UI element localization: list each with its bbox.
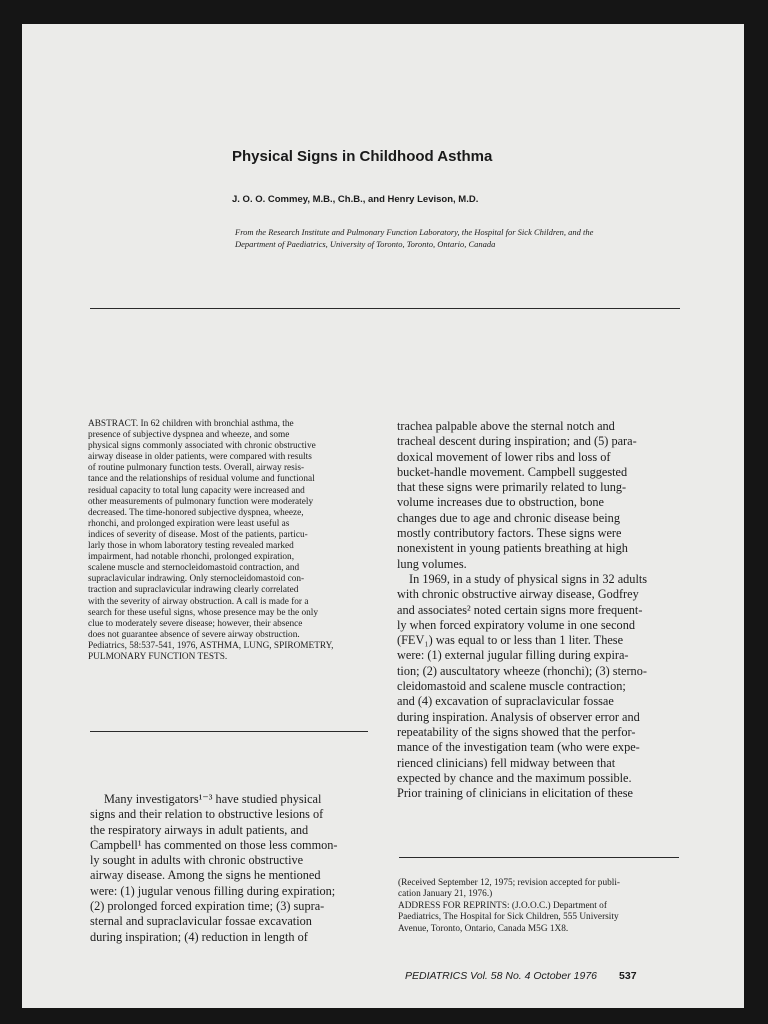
text-line: PULMONARY FUNCTION TESTS.: [88, 651, 228, 662]
header-rule: [90, 308, 680, 309]
text-line: supraclavicular indrawing. Only sternocleidomastoid con-: [88, 574, 305, 585]
article-authors: J. O. O. Commey, M.B., Ch.B., and Henry Levison, M.D.: [232, 194, 479, 205]
text-line: that these signs were primarily related to lung-: [397, 480, 627, 495]
text-line: nonexistent in young patients breathing at high: [397, 541, 628, 556]
text-line: cleidomastoid and scalene muscle contraction;: [397, 679, 626, 694]
right-column-text: [397, 419, 681, 801]
text-line: decreased. The time-honored subjective dyspnea, wheeze,: [88, 507, 304, 518]
text-line: ly sought in adults with chronic obstructive: [90, 853, 304, 868]
journal-citation: PEDIATRICS Vol. 58 No. 4 October 1976: [405, 970, 598, 982]
text-line: with the severity of airway obstruction. A call is made for a: [88, 596, 309, 607]
text-line: rienced clinicians) fell midway between that: [397, 755, 616, 770]
text-line: (Received September 12, 1975; revision accepted for publi-: [398, 878, 621, 888]
text-line: of routine pulmonary function tests. Overall, airway resis-: [88, 463, 305, 474]
text-line: and associates² noted certain signs more frequent-: [397, 602, 643, 617]
intro-text: [90, 792, 372, 945]
text-line: ABSTRACT. In 62 children with bronchial asthma, the: [88, 419, 294, 429]
text-line: (FEV₁) was equal to or less than 1 liter. These: [397, 633, 624, 648]
text-line: mance of the investigation team (who were expe-: [397, 740, 640, 755]
text-line: during inspiration. Analysis of observer error and: [397, 709, 640, 724]
text-line: ly when forced expiratory volume in one second: [397, 617, 636, 632]
text-line: repeatability of the signs showed that the perfor-: [397, 724, 636, 739]
text-line: lung volumes.: [397, 556, 467, 571]
text-line: physical signs commonly associated with chronic obstructive: [88, 441, 316, 452]
text-line: Paediatrics, The Hospital for Sick Children, 555 University: [398, 912, 619, 923]
text-line: presence of subjective dyspnea and wheeze, and some: [88, 430, 290, 441]
abstract-rule: [90, 731, 368, 732]
page-footer: [405, 970, 637, 982]
abstract: [88, 419, 370, 663]
text-line: airway disease in older patients, were compared with results: [88, 452, 312, 463]
text-line: mostly contributory factors. These signs were: [397, 526, 622, 541]
text-line: indices of severity of disease. Most of the patients, particu-: [88, 529, 308, 540]
text-line: tion; (2) auscultatory wheeze (rhonchi); (3) sterno-: [397, 663, 647, 678]
text-line: other measurements of pulmonary function were moderately: [88, 496, 314, 507]
text-line: traction and supraclavicular indrawing clearly correlated: [88, 585, 299, 596]
text-line: Avenue, Toronto, Ontario, Canada M5G 1X8.: [398, 923, 569, 934]
text-line: were: (1) jugular venous filling during expiration;: [90, 883, 336, 898]
text-line: In 1969, in a study of physical signs in 32 adults: [409, 571, 648, 586]
text-line: cation January 21, 1976.): [398, 889, 493, 900]
text-line: Prior training of clinicians in elicitation of these: [397, 786, 633, 801]
text-line: tance and the relationships of residual volume and functional: [88, 474, 315, 485]
text-line: with chronic obstructive airway disease, Godfrey: [397, 587, 639, 602]
text-line: and (4) excavation of supraclavicular fossae: [397, 694, 614, 709]
text-line: airway disease. Among the signs he mentioned: [90, 868, 321, 883]
text-line: doxical movement of lower ribs and loss of: [397, 449, 611, 464]
text-line: during inspiration; (4) reduction in length of: [90, 929, 308, 944]
text-line: volume increases due to obstruction, bone: [397, 495, 604, 510]
text-line: (2) prolonged forced expiration time; (3) supra-: [90, 899, 325, 914]
text-line: were: (1) external jugular filling during expira-: [397, 648, 629, 663]
received-footnote: [398, 878, 682, 935]
affiliation: [235, 226, 685, 250]
text-line: impairment, had notable rhonchi, prolonged expiration,: [88, 552, 295, 563]
affiliation-line: Department of Paediatrics, University of Toronto, Toronto, Ontario, Canada: [235, 239, 496, 249]
text-line: larly those in whom laboratory testing revealed marked: [88, 541, 294, 552]
text-line: ADDRESS FOR REPRINTS: (J.O.O.C.) Department of: [398, 900, 607, 911]
text-line: Campbell¹ has commented on those less common-: [90, 837, 338, 852]
text-line: Pediatrics, 58:537-541, 1976, ASTHMA, LUNG, SPIROMETRY,: [88, 640, 334, 651]
text-line: signs and their relation to obstructive lesions of: [90, 807, 324, 822]
text-line: does not guarantee absence of severe airway obstruction.: [88, 629, 300, 640]
footnote-rule: [399, 857, 679, 858]
text-line: residual capacity to total lung capacity were increased and: [88, 485, 305, 496]
affiliation-line: From the Research Institute and Pulmonary Function Laboratory, the Hospital for Sick Children, and the: [235, 227, 594, 237]
text-line: clue to moderately severe disease; however, their absence: [88, 618, 303, 629]
text-line: tracheal descent during inspiration; and (5) para-: [397, 434, 637, 449]
journal-page: [22, 24, 744, 1008]
text-line: search for these useful signs, whose presence may be the only: [88, 607, 319, 618]
page-number: 537: [619, 970, 637, 982]
article-title: Physical Signs in Childhood Asthma: [232, 148, 493, 165]
text-line: sternal and supraclavicular fossae excavation: [90, 914, 312, 929]
text-line: trachea palpable above the sternal notch and: [397, 419, 615, 433]
text-line: Many investigators¹⁻³ have studied physical: [104, 792, 322, 806]
text-line: changes due to age and chronic disease being: [397, 510, 620, 525]
text-line: expected by chance and the maximum possible.: [397, 770, 632, 785]
text-line: rhonchi, and prolonged expiration were least useful as: [88, 518, 290, 529]
text-line: the respiratory airways in adult patients, and: [90, 822, 309, 837]
text-line: bucket-handle movement. Campbell suggested: [397, 464, 628, 479]
text-line: scalene muscle and sternocleidomastoid contraction, and: [88, 563, 300, 574]
